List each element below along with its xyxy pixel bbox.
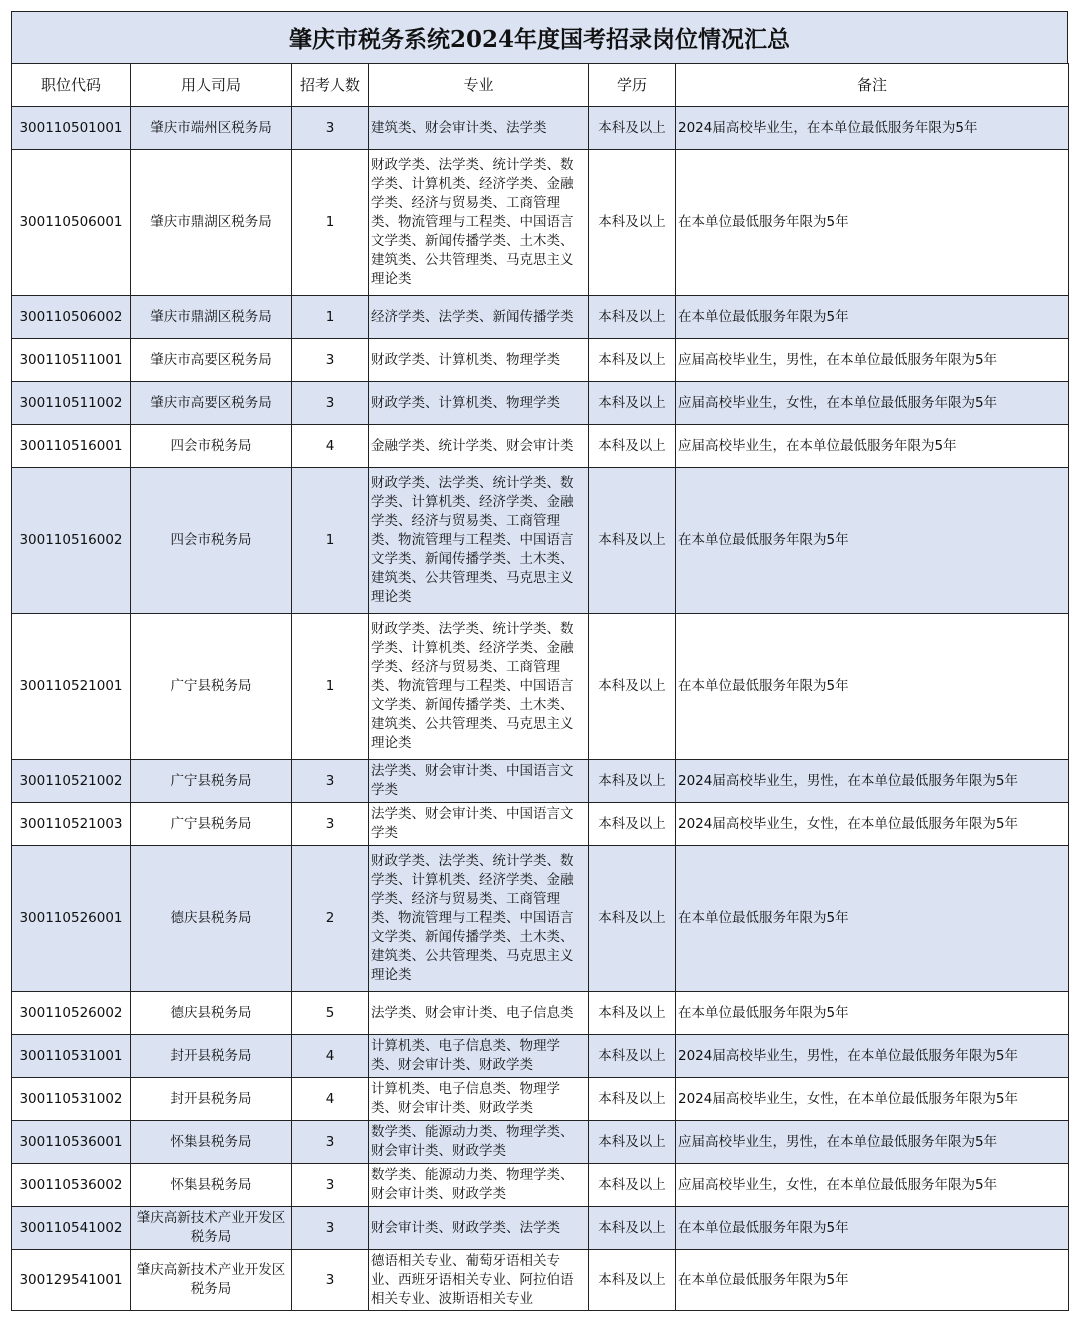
row-major: 财政学类、法学类、统计学类、数学类、计算机类、经济学类、金融学类、经济与贸易类、工商管理类、物流管理与工程类、中国语言文学类、新闻传播学类、土木类、建筑类、公共管理类、马克思主义理论类	[369, 150, 589, 296]
table-row	[12, 107, 1069, 150]
row-dept: 封开县税务局	[131, 1078, 292, 1121]
row-num: 3	[292, 1121, 369, 1164]
row-code: 300110501001	[12, 107, 131, 150]
row-edu: 本科及以上	[589, 1035, 676, 1078]
row-edu: 本科及以上	[589, 107, 676, 150]
table-row	[12, 803, 1069, 846]
row-code: 300110521003	[12, 803, 131, 846]
row-dept: 四会市税务局	[131, 425, 292, 468]
row-note: 应届高校毕业生，男性，在本单位最低服务年限为5年	[676, 339, 1069, 382]
row-code: 300110531002	[12, 1078, 131, 1121]
row-note: 应届高校毕业生，女性，在本单位最低服务年限为5年	[676, 382, 1069, 425]
row-major: 法学类、财会审计类、中国语言文学类	[369, 760, 589, 803]
row-dept: 肇庆市鼎湖区税务局	[131, 296, 292, 339]
row-num: 4	[292, 425, 369, 468]
row-note: 2024届高校毕业生，女性，在本单位最低服务年限为5年	[676, 803, 1069, 846]
row-note: 应届高校毕业生，在本单位最低服务年限为5年	[676, 425, 1069, 468]
row-dept: 广宁县税务局	[131, 614, 292, 760]
row-edu: 本科及以上	[589, 339, 676, 382]
row-code: 300110511001	[12, 339, 131, 382]
row-note: 在本单位最低服务年限为5年	[676, 296, 1069, 339]
table-row	[12, 150, 1069, 296]
row-dept: 德庆县税务局	[131, 992, 292, 1035]
row-note: 在本单位最低服务年限为5年	[676, 150, 1069, 296]
row-edu: 本科及以上	[589, 150, 676, 296]
row-code: 300110511002	[12, 382, 131, 425]
row-edu: 本科及以上	[589, 992, 676, 1035]
row-num: 5	[292, 992, 369, 1035]
table-row	[12, 760, 1069, 803]
row-major: 法学类、财会审计类、电子信息类	[369, 992, 589, 1035]
row-code: 300110531001	[12, 1035, 131, 1078]
row-edu: 本科及以上	[589, 382, 676, 425]
row-code: 300110536002	[12, 1164, 131, 1207]
header-dept: 用人司局	[131, 64, 292, 107]
row-edu: 本科及以上	[589, 1250, 676, 1311]
row-code: 300110536001	[12, 1121, 131, 1164]
row-edu: 本科及以上	[589, 468, 676, 614]
row-note: 在本单位最低服务年限为5年	[676, 846, 1069, 992]
row-num: 3	[292, 107, 369, 150]
row-dept: 怀集县税务局	[131, 1164, 292, 1207]
row-edu: 本科及以上	[589, 614, 676, 760]
row-edu: 本科及以上	[589, 1164, 676, 1207]
row-edu: 本科及以上	[589, 296, 676, 339]
row-dept: 四会市税务局	[131, 468, 292, 614]
row-num: 1	[292, 150, 369, 296]
row-major: 财会审计类、财政学类、法学类	[369, 1207, 589, 1250]
row-dept: 封开县税务局	[131, 1035, 292, 1078]
row-dept: 肇庆市端州区税务局	[131, 107, 292, 150]
row-code: 300110541002	[12, 1207, 131, 1250]
row-code: 300110526002	[12, 992, 131, 1035]
row-edu: 本科及以上	[589, 760, 676, 803]
row-num: 1	[292, 468, 369, 614]
row-edu: 本科及以上	[589, 1078, 676, 1121]
row-note: 在本单位最低服务年限为5年	[676, 468, 1069, 614]
table-row	[12, 846, 1069, 992]
row-major: 法学类、财会审计类、中国语言文学类	[369, 803, 589, 846]
row-major: 经济学类、法学类、新闻传播学类	[369, 296, 589, 339]
row-major: 数学类、能源动力类、物理学类、财会审计类、财政学类	[369, 1121, 589, 1164]
header-num: 招考人数	[292, 64, 369, 107]
row-code: 300110526001	[12, 846, 131, 992]
document	[11, 11, 1068, 1311]
table-row	[12, 339, 1069, 382]
row-code: 300110521002	[12, 760, 131, 803]
row-num: 3	[292, 760, 369, 803]
row-dept: 肇庆高新技术产业开发区税务局	[131, 1207, 292, 1250]
row-dept: 肇庆市高要区税务局	[131, 382, 292, 425]
header-note: 备注	[676, 64, 1069, 107]
row-edu: 本科及以上	[589, 425, 676, 468]
row-major: 财政学类、法学类、统计学类、数学类、计算机类、经济学类、金融学类、经济与贸易类、工商管理类、物流管理与工程类、中国语言文学类、新闻传播学类、土木类、建筑类、公共管理类、马克思主义理论类	[369, 846, 589, 992]
row-num: 3	[292, 803, 369, 846]
table-row	[12, 1078, 1069, 1121]
row-note: 在本单位最低服务年限为5年	[676, 1250, 1069, 1311]
row-dept: 肇庆高新技术产业开发区税务局	[131, 1250, 292, 1311]
table-row	[12, 1035, 1069, 1078]
table-header-row	[12, 64, 1069, 107]
row-num: 3	[292, 382, 369, 425]
row-code: 300110516001	[12, 425, 131, 468]
row-num: 2	[292, 846, 369, 992]
row-note: 在本单位最低服务年限为5年	[676, 992, 1069, 1035]
row-num: 3	[292, 339, 369, 382]
row-num: 3	[292, 1207, 369, 1250]
table-row	[12, 992, 1069, 1035]
row-code: 300110516002	[12, 468, 131, 614]
row-note: 在本单位最低服务年限为5年	[676, 1207, 1069, 1250]
row-code: 300110506001	[12, 150, 131, 296]
row-num: 3	[292, 1250, 369, 1311]
table-row	[12, 1250, 1069, 1311]
row-major: 计算机类、电子信息类、物理学类、财会审计类、财政学类	[369, 1078, 589, 1121]
row-note: 在本单位最低服务年限为5年	[676, 614, 1069, 760]
row-num: 4	[292, 1035, 369, 1078]
row-dept: 德庆县税务局	[131, 846, 292, 992]
row-dept: 肇庆市高要区税务局	[131, 339, 292, 382]
row-major: 建筑类、财会审计类、法学类	[369, 107, 589, 150]
positions-table	[11, 63, 1069, 1311]
row-note: 2024届高校毕业生，女性，在本单位最低服务年限为5年	[676, 1078, 1069, 1121]
row-code: 300110521001	[12, 614, 131, 760]
header-edu: 学历	[589, 64, 676, 107]
row-note: 应届高校毕业生，女性，在本单位最低服务年限为5年	[676, 1164, 1069, 1207]
row-code: 300129541001	[12, 1250, 131, 1311]
table-row	[12, 614, 1069, 760]
row-dept: 怀集县税务局	[131, 1121, 292, 1164]
row-code: 300110506002	[12, 296, 131, 339]
row-major: 金融学类、统计学类、财会审计类	[369, 425, 589, 468]
row-num: 3	[292, 1164, 369, 1207]
page-title: 肇庆市税务系统2024年度国考招录岗位情况汇总	[11, 11, 1068, 63]
row-edu: 本科及以上	[589, 1207, 676, 1250]
table-row	[12, 468, 1069, 614]
row-edu: 本科及以上	[589, 846, 676, 992]
table-row	[12, 1164, 1069, 1207]
row-dept: 肇庆市鼎湖区税务局	[131, 150, 292, 296]
header-code: 职位代码	[12, 64, 131, 107]
row-major: 财政学类、法学类、统计学类、数学类、计算机类、经济学类、金融学类、经济与贸易类、工商管理类、物流管理与工程类、中国语言文学类、新闻传播学类、土木类、建筑类、公共管理类、马克思主义理论类	[369, 468, 589, 614]
table-body	[12, 107, 1069, 1311]
row-dept: 广宁县税务局	[131, 760, 292, 803]
row-num: 1	[292, 614, 369, 760]
row-dept: 广宁县税务局	[131, 803, 292, 846]
row-note: 应届高校毕业生，男性，在本单位最低服务年限为5年	[676, 1121, 1069, 1164]
header-major: 专业	[369, 64, 589, 107]
row-major: 计算机类、电子信息类、物理学类、财会审计类、财政学类	[369, 1035, 589, 1078]
row-major: 德语相关专业、葡萄牙语相关专业、西班牙语相关专业、阿拉伯语相关专业、波斯语相关专业	[369, 1250, 589, 1311]
table-row	[12, 296, 1069, 339]
row-edu: 本科及以上	[589, 1121, 676, 1164]
row-note: 2024届高校毕业生，在本单位最低服务年限为5年	[676, 107, 1069, 150]
table-row	[12, 382, 1069, 425]
row-edu: 本科及以上	[589, 803, 676, 846]
table-row	[12, 425, 1069, 468]
table-row	[12, 1207, 1069, 1250]
row-major: 财政学类、法学类、统计学类、数学类、计算机类、经济学类、金融学类、经济与贸易类、工商管理类、物流管理与工程类、中国语言文学类、新闻传播学类、土木类、建筑类、公共管理类、马克思主义理论类	[369, 614, 589, 760]
row-note: 2024届高校毕业生，男性，在本单位最低服务年限为5年	[676, 1035, 1069, 1078]
row-num: 1	[292, 296, 369, 339]
row-num: 4	[292, 1078, 369, 1121]
row-major: 数学类、能源动力类、物理学类、财会审计类、财政学类	[369, 1164, 589, 1207]
row-note: 2024届高校毕业生，男性，在本单位最低服务年限为5年	[676, 760, 1069, 803]
row-major: 财政学类、计算机类、物理学类	[369, 382, 589, 425]
row-major: 财政学类、计算机类、物理学类	[369, 339, 589, 382]
table-row	[12, 1121, 1069, 1164]
